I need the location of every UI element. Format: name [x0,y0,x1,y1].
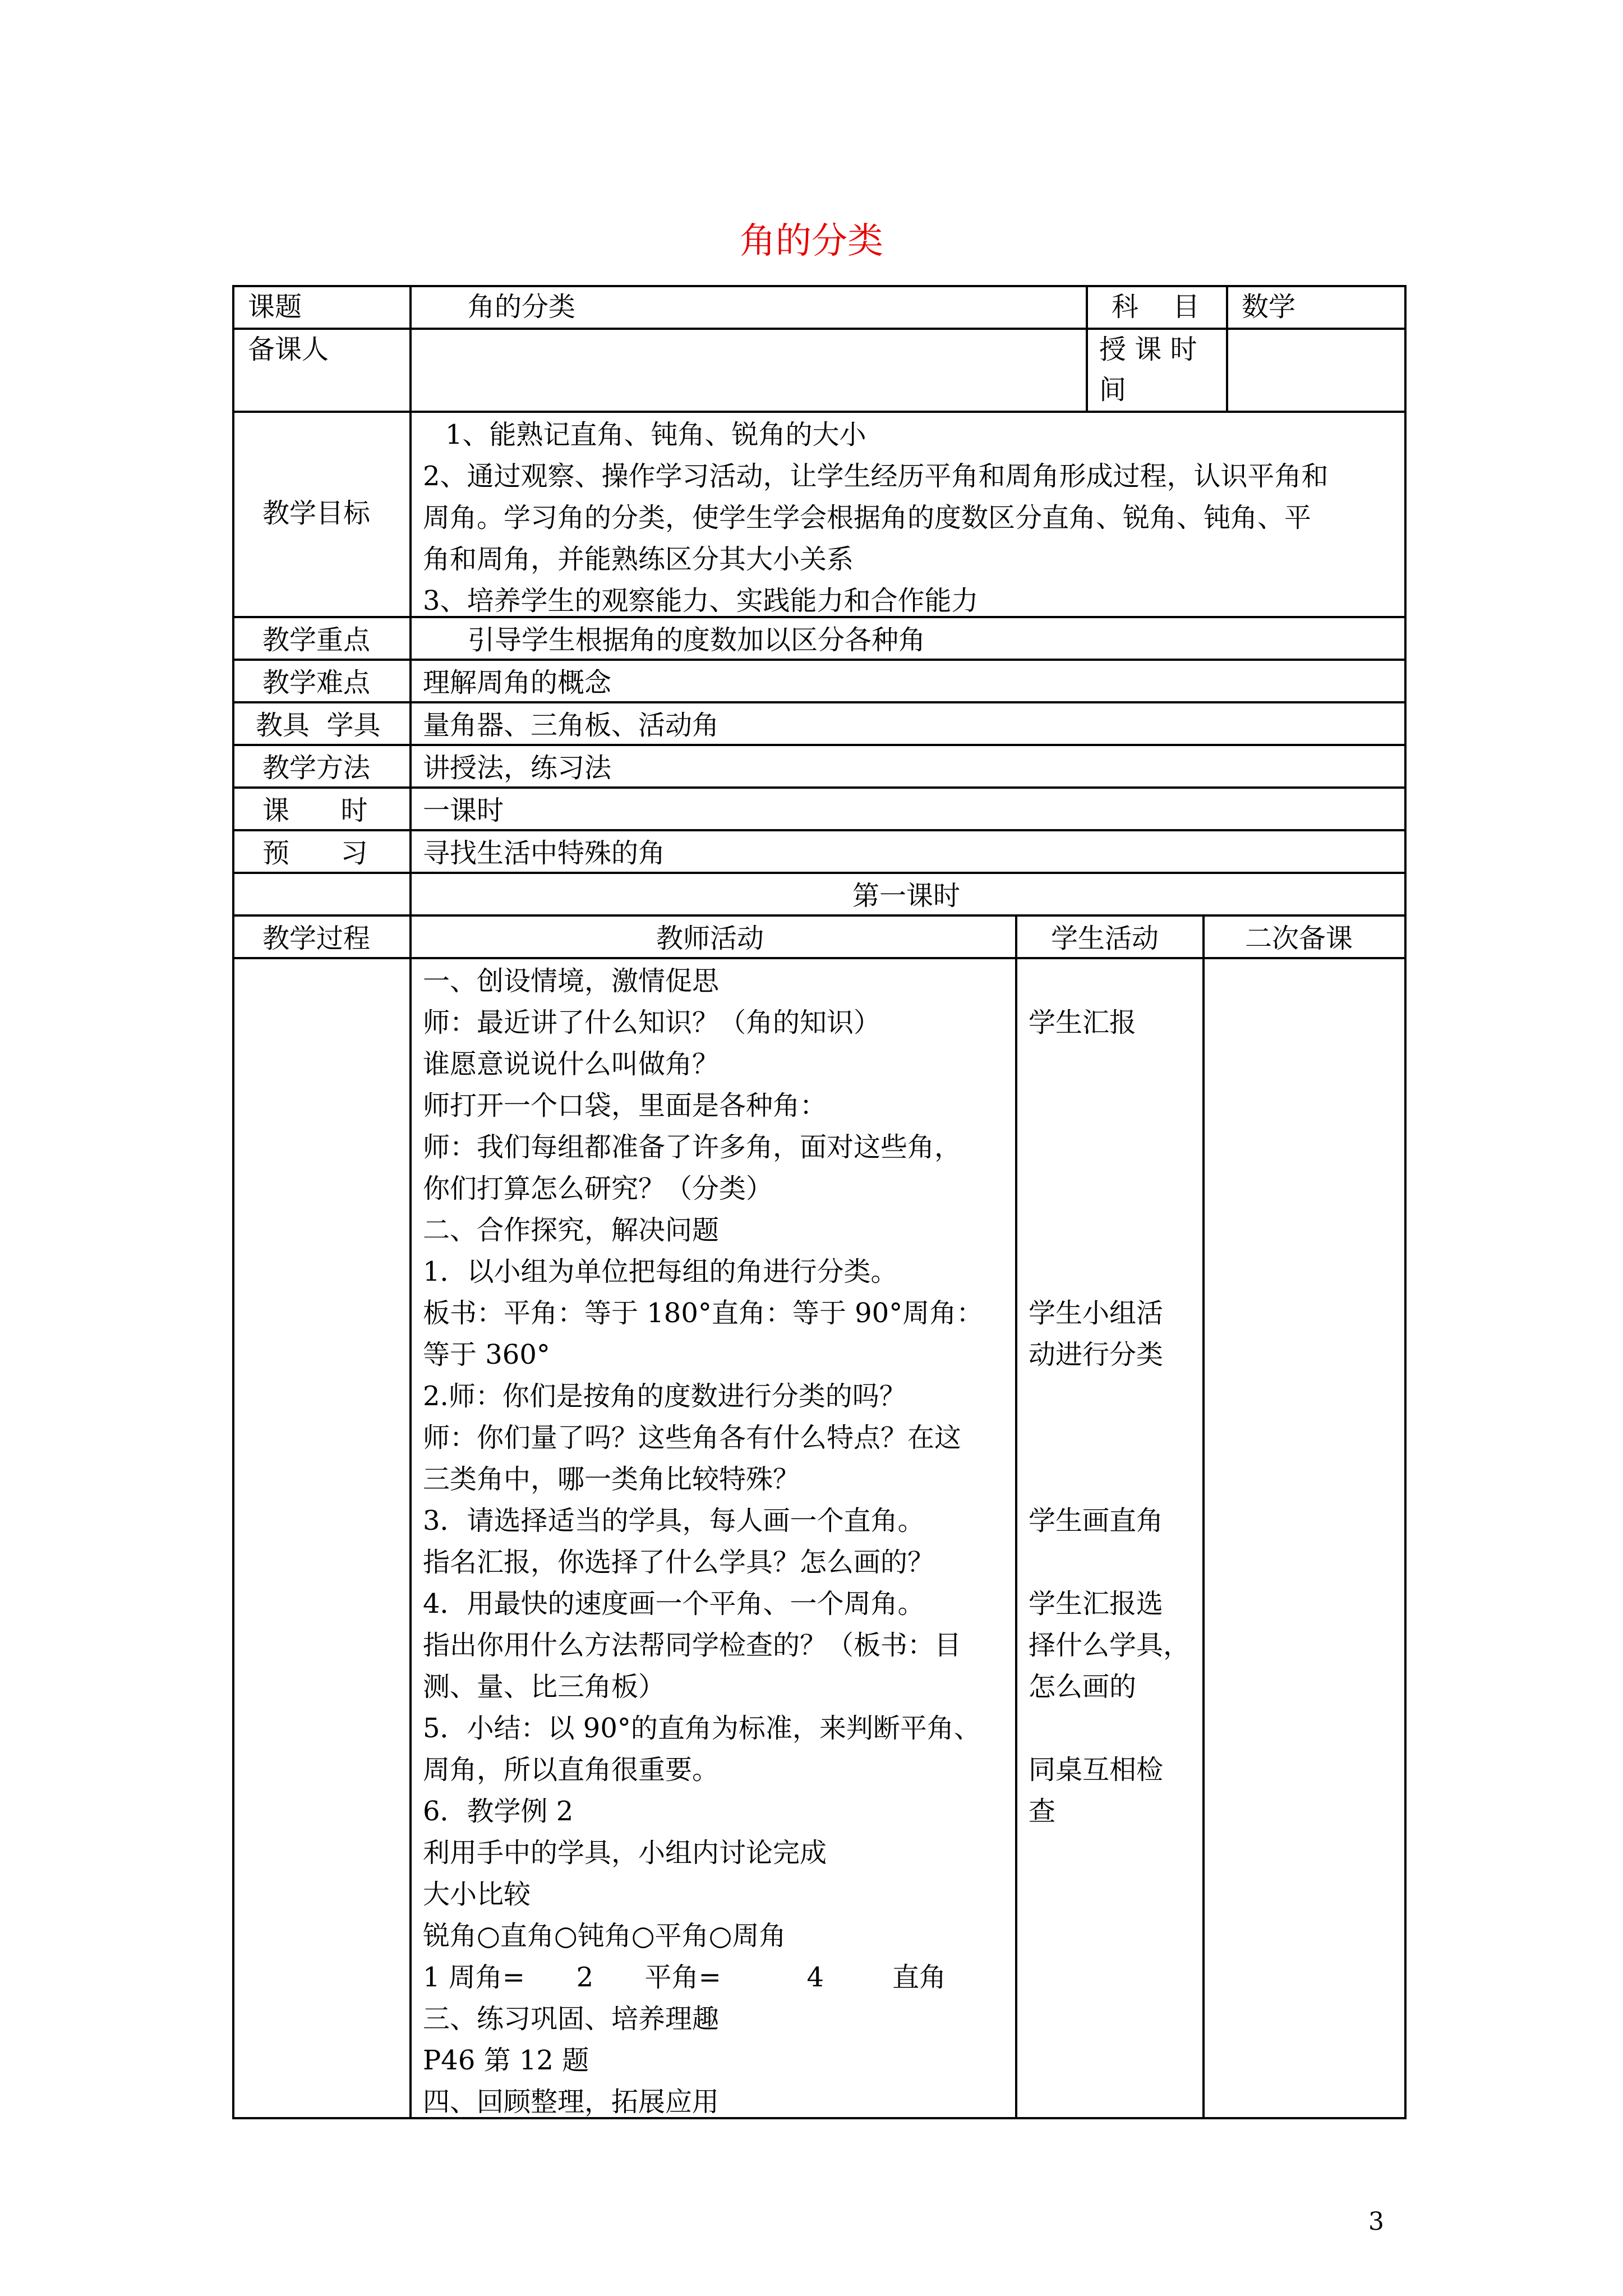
teacher-activity-line: 板书：平角：等于 180°直角：等于 90°周角： [423,1297,984,1329]
table-rule [232,411,1407,413]
table-rule [232,285,234,2119]
student-activity-line: 学生画直角 [1029,1505,1164,1536]
process-label: 教学过程 [262,923,371,954]
table-rule [232,701,1407,703]
teacher-activity-line: 指名汇报，你选择了什么学具？怎么画的？ [423,1547,935,1578]
teacher-activity-line: 锐角○直角○钝角○平角○周角 [423,1920,786,1952]
teacher-activity-line: 4．用最快的速度画一个平角、一个周角。 [423,1588,925,1619]
table-rule [232,2117,1407,2119]
teacher-activity-line: 师：你们量了吗？这些角各有什么特点？在这 [423,1422,962,1453]
teacher-activity-line: 三类角中，哪一类角比较特殊？ [423,1464,800,1495]
preparer-label: 备课人 [248,334,329,365]
teacher-activity-line: 大小比较 [423,1879,531,1910]
student-activity-line: 学生小组活 [1029,1297,1164,1329]
student-activity-line: 学生汇报选 [1029,1588,1164,1619]
teacher-activity-line: 3．请选择适当的学具，每人画一个直角。 [423,1505,925,1536]
table-rule [232,957,1407,959]
goal-line: 周角。学习角的分类，使学生学会根据角的度数区分直角、锐角、钝角、平 [423,502,1312,533]
goal-line: 角和周角，并能熟练区分其大小关系 [423,544,854,575]
table-rule [1202,914,1205,2119]
page-number: 3 [1368,2207,1384,2236]
period-label: 课 时 [262,795,368,826]
teacher-activity-line: 一、创设情境，激情促思 [423,965,720,997]
teacher-activity-line: 谁愿意说说什么叫做角？ [423,1048,720,1080]
method-label: 教学方法 [262,752,371,784]
table-rule [232,914,1407,917]
teacher-activity-line: 三、练习巩固、培养理趣 [423,2003,720,2035]
teacher-activity-line: 1 周角= 2 平角= 4 直角 [423,1962,947,1993]
difficulty-value: 理解周角的概念 [423,667,612,698]
goals-label: 教学目标 [262,498,371,529]
table-rule [1226,285,1228,411]
teacher-activity-header: 教师活动 [656,923,764,954]
preview-value: 寻找生活中特殊的角 [423,838,666,869]
goal-line: 3、培养学生的观察能力、实践能力和合作能力 [423,585,979,616]
class-time-label: 授 课 时 [1099,334,1197,365]
student-activity-line: 同桌互相检 [1029,1754,1164,1786]
student-activity-line: 学生汇报 [1029,1007,1137,1038]
teacher-activity-line: 师打开一个口袋，里面是各种角： [423,1090,827,1121]
teacher-activity-line: 师：最近讲了什么知识？（角的知识） [423,1007,881,1038]
table-rule [232,744,1407,746]
student-activity-line: 怎么画的 [1029,1671,1137,1703]
table-rule [1404,285,1407,2119]
teacher-activity-line: 二、合作探究，解决问题 [423,1214,720,1246]
key-point-label: 教学重点 [262,624,371,656]
teacher-activity-line: 利用手中的学具，小组内讨论完成 [423,1837,827,1869]
table-rule [1086,285,1088,411]
class-time-label-cont: 间 [1099,374,1127,406]
session-title: 第一课时 [852,880,961,912]
subject-label: 科 目 [1112,291,1200,323]
difficulty-label: 教学难点 [262,667,371,698]
table-rule [1015,914,1017,2119]
teacher-activity-line: 1．以小组为单位把每组的角进行分类。 [423,1256,898,1287]
tools-label: 教具 学具 [256,710,381,741]
teacher-activity-line: 5．小结：以 90°的直角为标准，来判断平角、 [423,1713,981,1744]
preview-label: 预 习 [262,838,368,869]
teacher-activity-line: 四、回顾整理，拓展应用 [423,2086,720,2118]
student-activity-header: 学生活动 [1051,923,1159,954]
goal-line: 2、通过观察、操作学习活动，让学生经历平角和周角形成过程，认识平角和 [423,461,1329,492]
teacher-activity-line: 测、量、比三角板） [423,1671,666,1703]
teacher-activity-line: 等于 360° [423,1339,550,1370]
teacher-activity-line: 指出你用什么方法帮同学检查的？（板书：目 [423,1630,962,1661]
method-value: 讲授法，练习法 [423,752,612,784]
table-rule [232,872,1407,874]
student-activity-line: 动进行分类 [1029,1339,1164,1370]
teacher-activity-line: 师：我们每组都准备了许多角，面对这些角， [423,1131,962,1163]
teacher-activity-line: 6．教学例 2 [423,1796,574,1827]
goal-line: 1、能熟记直角、钝角、锐角的大小 [445,419,866,450]
student-activity-line: 查 [1029,1796,1056,1827]
teacher-activity-line: 2.师：你们是按角的度数进行分类的吗？ [423,1381,906,1412]
tools-value: 量角器、三角板、活动角 [423,710,720,741]
period-value: 一课时 [423,795,504,826]
topic-label: 课题 [248,291,302,323]
table-rule [232,328,1407,330]
topic-value: 角的分类 [468,291,576,323]
teacher-activity-line: 你们打算怎么研究？（分类） [423,1173,773,1204]
key-point-value: 引导学生根据角的度数加以区分各种角 [468,624,926,656]
table-rule [232,786,1407,789]
document-title: 角的分类 [740,220,883,262]
teacher-activity-line: 周角，所以直角很重要。 [423,1754,720,1786]
teacher-activity-line: P46 第 12 题 [423,2045,589,2076]
second-prep-header: 二次备课 [1245,923,1353,954]
table-rule [409,285,412,2119]
table-rule [232,285,1407,287]
student-activity-line: 择什么学具， [1029,1630,1191,1661]
subject-value: 数学 [1242,291,1296,323]
lesson-plan-table [232,285,1407,2119]
table-rule [232,829,1407,831]
